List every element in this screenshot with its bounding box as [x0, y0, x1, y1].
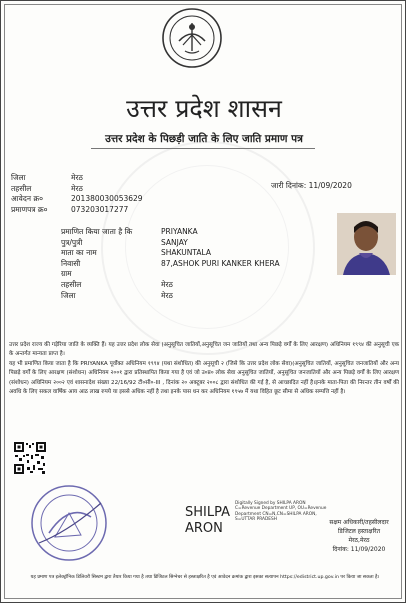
applicant-photo [337, 213, 396, 275]
detail-row-parent: पुत्र/पुत्री SANJAY [61, 237, 188, 247]
certificate-subtitle: उत्तर प्रदेश के पिछड़ी जाति के लिए जाति प्रमाण पत्र [105, 133, 303, 145]
official-seal [29, 483, 109, 563]
detail-row-mother: माता का नाम SHAKUNTALA [61, 248, 211, 258]
digital-signature-info: Digitally Signed by SHILPA ARON C=Revenue Department UP, OU=Revenue Department CN=N,CN=SHILPA ARON, S=UTTAR PRADESH [235, 501, 327, 523]
verification-footer: यह प्रमाण पत्र इलेक्ट्रॉनिक डिलिवरी सिस्टम द्वारा तैयार किया गया है तथा डिजिटल सिग्नेचर से हस्ताक्षरित है एवं आवेदन क्रमांक द्वारा इसका सत्यापन https://edistrict.up.gov.in पर किया जा सकता है। [30, 575, 380, 580]
detail-row-tehsil: तहसील मेरठ [61, 279, 173, 289]
issue-date: जारी दिनांक: 11/09/2020 [271, 181, 352, 190]
meta-row-application-no: आवेदन क्र० 201380030053629 [11, 194, 143, 204]
qr-code [13, 441, 47, 475]
body-paragraph-1: उत्तर प्रदेश राज्य की गड़ेरिया जाति के व्यक्ति हैं। यह उत्तर प्रदेश लोक सेवा (अनुसूचित जातियों,अनुसूचित जन जातियों तथा अन्य पिछड़े वर्गों के लिए आरक्षण) अधिनियम १९९४ की अनुसूची एक के अन्तर्गत मान्यता प्राप्त है। [9, 342, 399, 358]
body-paragraph-2: यह भी प्रमाणित किया जाता है कि PRIYANKA पूर्वोक्त अधिनियम १९९४ (यथा संशोधित) की अनुसूची २ (जिसे कि उत्तर प्रदेश लोक सेवा)(अनुसूचित जातियों, अनुसूचित जनजातियों और अन्य पिछड़े वर्गों के लिए आरक्षण (संशोधन) अधिनियम २००१ द्वारा प्रतिस्थापित किया गया है एवं जो उ०प्र० लोक सेवा अनुसूचित जातियों, अनुसूचित जनजातियों और अन्य पिछड़े वर्गों के लिए आरक्षण (संशोधन) अधिनियम २००२ एवं शासनादेश संख्या 22/16/92 टी०सी०-III , दिनांक २० अक्टूबर २००८ द्वारा संशोधित की गई है, से आच्छादित नहीं है।इनके माता-पिता की निरन्तर तीन वर्षों की अवधि के लिए सकल वार्षिक आय आठ लाख रुपये या इससे अधिक नहीं है तथा इनके पास धन कर अधिनियम १९५७ में यथा विहित छूट सीमा से अधिक सम्पत्ति नहीं है। [9, 360, 399, 396]
detail-row-village: ग्राम [61, 269, 72, 279]
meta-block [11, 173, 143, 215]
detail-row-name: प्रमाणित किया जाता है कि PRIYANKA [61, 227, 198, 236]
detail-row-district: जिला मेरठ [61, 290, 173, 300]
meta-row-tehsil: तहसील मेरठ [11, 183, 83, 193]
meta-row-certificate-no: प्रमाणपत्र क्र० 073203017277 [11, 204, 129, 214]
person-details [61, 227, 281, 301]
certificate-body [9, 341, 399, 397]
signer-name: SHILPA ARON [185, 505, 231, 536]
page-title: उत्तर प्रदेश शासन [126, 94, 282, 123]
detail-row-address: निवासी 87,ASHOK PURI KANKER KHERA [61, 258, 280, 268]
up-state-emblem [161, 7, 223, 69]
meta-row-district: जिला मेरठ [11, 173, 83, 182]
subtitle-underline [91, 148, 315, 149]
signing-authority: सक्षम अधिकारी/तहसीलदार डिजिटल हस्ताक्षरित मेरठ,मेरठ दिनांक: 11/09/2020 [329, 519, 389, 553]
